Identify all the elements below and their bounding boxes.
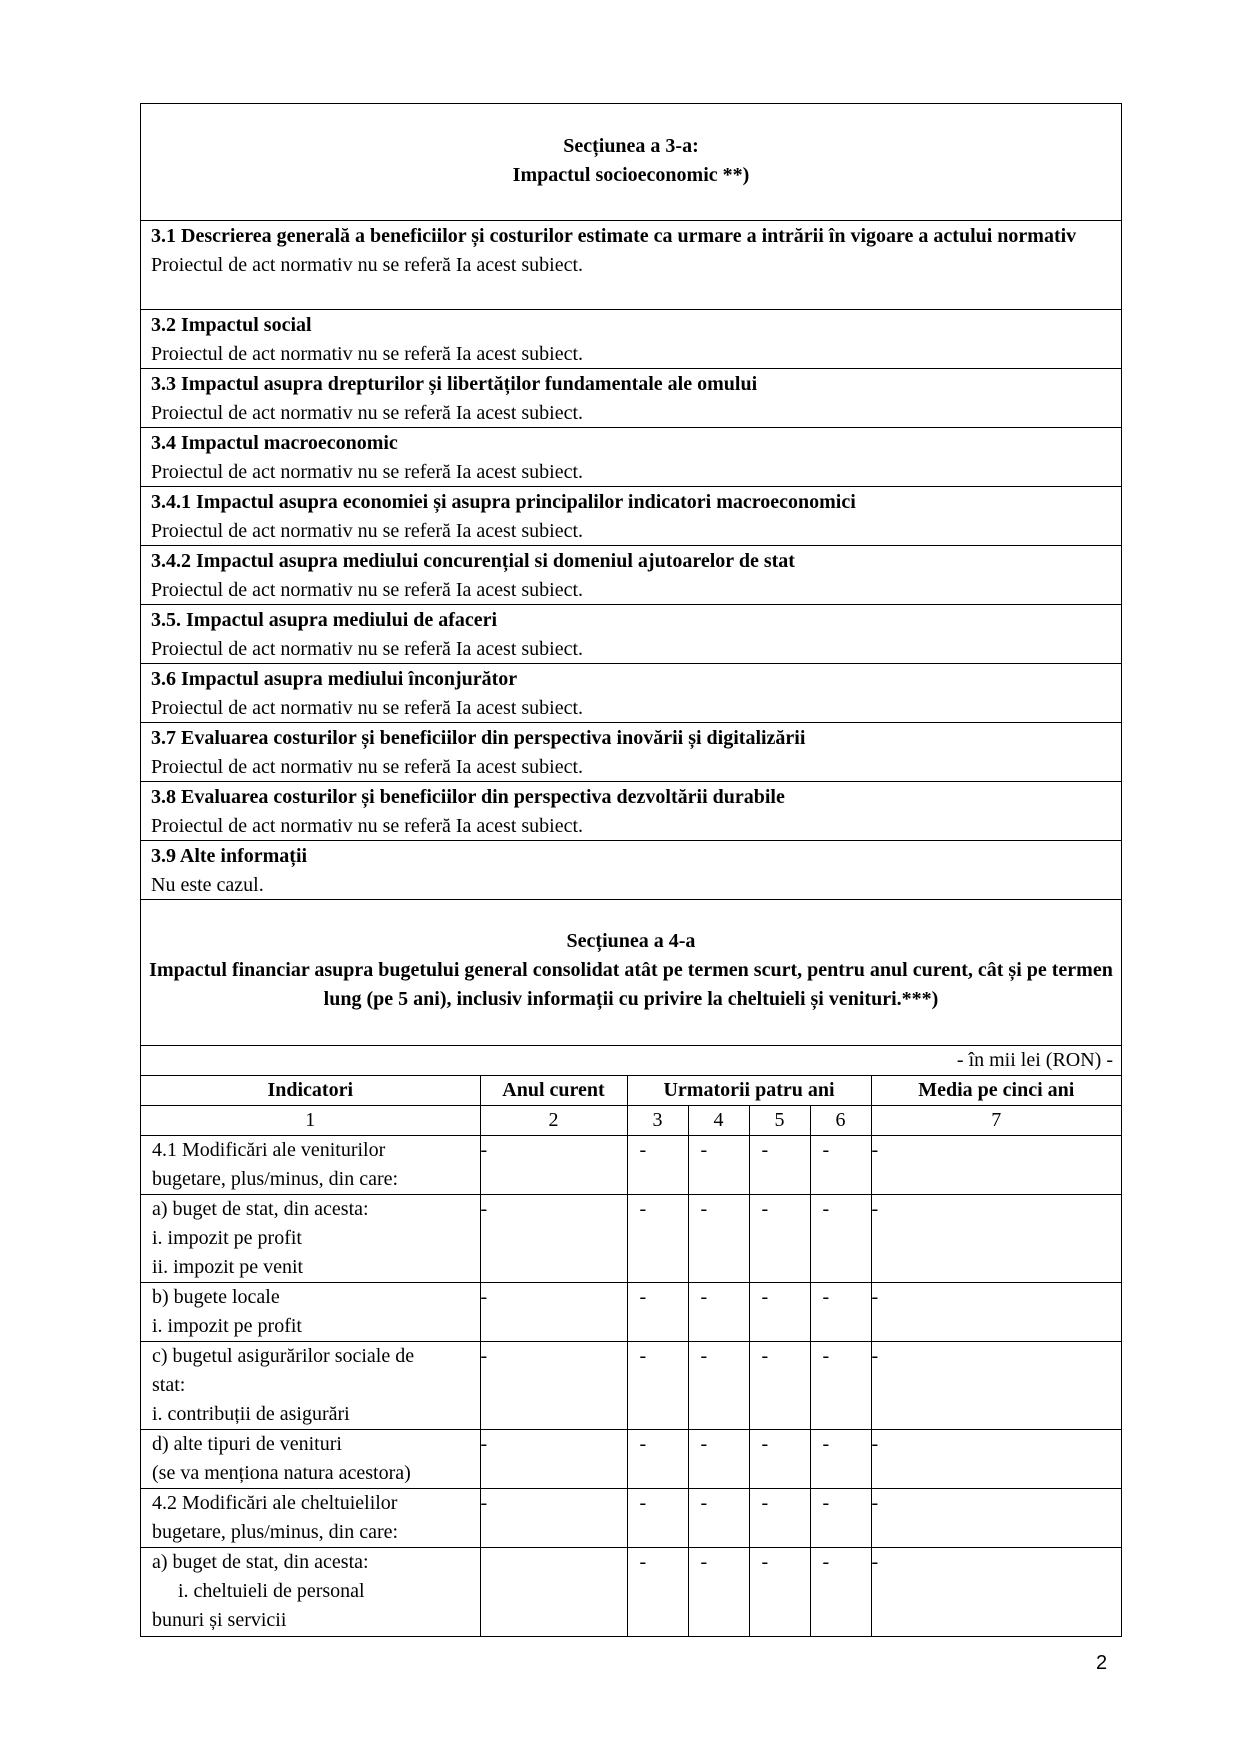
value-cell: - [627, 1548, 688, 1636]
row-title: 3.5. Impactul asupra mediului de afaceri [151, 609, 498, 631]
value-cell: - [749, 1489, 810, 1548]
row-title: 3.4 Impactul macroeconomic [151, 432, 398, 454]
value-cell: - [749, 1195, 810, 1283]
section-3-title: Secțiunea a 3-a: [563, 135, 699, 157]
row-3-4 [141, 428, 1121, 487]
section-4-heading [141, 900, 1121, 1046]
row-title: 3.4.2 Impactul asupra mediului concurențial si domeniul ajutoarelor de stat [151, 550, 795, 572]
indicator-line: i. cheltuieli de personal [178, 1580, 365, 1602]
value-cell: - [688, 1136, 749, 1195]
indicator-line: a) buget de stat, din acesta: [152, 1551, 369, 1573]
column-number: 7 [871, 1106, 1121, 1136]
row-3-1 [141, 221, 1121, 310]
value-cell: - [688, 1489, 749, 1548]
row-title: 3.4.1 Impactul asupra economiei și asupra principalilor indicatori macroeconomici [151, 491, 856, 513]
row-3-6 [141, 664, 1121, 723]
column-number: 4 [688, 1106, 749, 1136]
indicator-line: ii. impozit pe venit [152, 1256, 304, 1278]
row-title: 3.3 Impactul asupra drepturilor și libertăților fundamentale ale omului [151, 373, 758, 395]
header-media-pe-cinci-ani: Media pe cinci ani [871, 1076, 1121, 1106]
section-4-title: Secțiunea a 4-a [566, 930, 696, 952]
indicator-line: stat: [152, 1374, 186, 1396]
value-cell: - [627, 1342, 688, 1430]
column-number: 3 [627, 1106, 688, 1136]
row-text: Proiectul de act normativ nu se referă Ia acest subiect. [151, 343, 584, 365]
column-number-row [141, 1106, 1121, 1136]
value-cell: - [688, 1195, 749, 1283]
value-cell: - [810, 1283, 871, 1342]
row-text: Proiectul de act normativ nu se referă Ia acest subiect. [151, 402, 584, 424]
page-number: 2 [1096, 1652, 1108, 1674]
value-cell: - [871, 1551, 879, 1573]
value-cell: - [749, 1430, 810, 1489]
value-cell: - [871, 1283, 1121, 1342]
value-cell: - [810, 1430, 871, 1489]
row-3-4-2 [141, 546, 1121, 605]
row-title: 3.8 Evaluarea costurilor și beneficiilor din perspectiva dezvoltării durabile [151, 786, 785, 808]
indicator-cell [141, 1342, 480, 1430]
indicator-cell [141, 1430, 480, 1489]
header-anul-curent: Anul curent [480, 1076, 627, 1106]
indicator-line: a) buget de stat, din acesta: [152, 1198, 369, 1220]
value-cell: - [480, 1195, 627, 1283]
row-text: Proiectul de act normativ nu se referă Ia acest subiect. [151, 254, 584, 276]
value-cell: - [627, 1283, 688, 1342]
header-urmatorii-patru-ani: Urmatorii patru ani [627, 1076, 871, 1106]
value-cell: - [871, 1136, 1121, 1195]
value-cell: - [480, 1489, 627, 1548]
indicator-line: b) bugete locale [152, 1286, 280, 1308]
indicator-line: bugetare, plus/minus, din care: [152, 1168, 399, 1190]
indicator-cell [141, 1489, 480, 1548]
row-text: Proiectul de act normativ nu se referă Ia acest subiect. [151, 638, 584, 660]
section-4-subtitle: Impactul financiar asupra bugetului general consolidat atât pe termen scurt, pentru anul curent, cât și pe termen lung (pe 5 ani), inclusiv informații cu privire la cheltuieli și venituri.***) [149, 959, 1113, 1010]
indicator-line: (se va menționa natura acestora) [152, 1462, 411, 1484]
row-text: Proiectul de act normativ nu se referă Ia acest subiect. [151, 756, 584, 778]
table-header-row [141, 1076, 1121, 1106]
row-text: Proiectul de act normativ nu se referă Ia acest subiect. [151, 579, 584, 601]
section-3-subtitle: Impactul socioeconomic **) [512, 164, 750, 186]
value-cell: - [627, 1136, 688, 1195]
row-3-8 [141, 782, 1121, 841]
indicator-line: d) alte tipuri de venituri [152, 1433, 342, 1455]
row-3-5 [141, 605, 1121, 664]
value-cell: - [871, 1430, 1121, 1489]
row-3-4-1 [141, 487, 1121, 546]
row-3-3 [141, 369, 1121, 428]
row-title: 3.1 Descrierea generală a beneficiilor și costurilor estimate ca urmare a intrării în vigoare a actului normativ [151, 225, 1077, 247]
indicator-cell [141, 1195, 480, 1283]
value-cell: - [688, 1430, 749, 1489]
value-cell: - [871, 1489, 1121, 1548]
value-cell: - [480, 1430, 627, 1489]
value-cell: - [688, 1548, 749, 1636]
value-cell: - [627, 1195, 688, 1283]
value-cell [480, 1548, 627, 1636]
row-text: Proiectul de act normativ nu se referă Ia acest subiect. [151, 520, 584, 542]
indicator-cell [141, 1548, 480, 1636]
row-text: Proiectul de act normativ nu se referă Ia acest subiect. [151, 461, 584, 483]
column-number: 1 [141, 1106, 480, 1136]
value-cell: - [749, 1283, 810, 1342]
value-cell: - [688, 1342, 749, 1430]
table-row [141, 1342, 1121, 1430]
indicator-cell [141, 1136, 480, 1195]
row-title: 3.7 Evaluarea costurilor și beneficiilor din perspectiva inovării și digitalizării [151, 727, 806, 749]
column-number: 6 [810, 1106, 871, 1136]
value-cell: - [810, 1342, 871, 1430]
table-row [141, 1195, 1121, 1283]
row-title: 3.9 Alte informații [151, 845, 308, 867]
table-row [141, 1430, 1121, 1489]
value-cell: - [810, 1195, 871, 1283]
table-row [141, 1283, 1121, 1342]
row-text: Nu este cazul. [151, 874, 264, 896]
row-3-2 [141, 310, 1121, 369]
value-cell: - [688, 1283, 749, 1342]
unit-label: - în mii lei (RON) - [141, 1046, 1121, 1076]
row-title: 3.6 Impactul asupra mediului înconjurător [151, 668, 518, 690]
row-title: 3.2 Impactul social [151, 314, 312, 336]
table-row [141, 1136, 1121, 1195]
row-3-7 [141, 723, 1121, 782]
indicator-cell [141, 1283, 480, 1342]
value-cell: - [627, 1430, 688, 1489]
value-cell: - [749, 1342, 810, 1430]
indicator-line: bugetare, plus/minus, din care: [152, 1521, 399, 1543]
value-cell: - [871, 1195, 1121, 1283]
value-cell: - [810, 1548, 871, 1636]
row-3-9 [141, 841, 1121, 900]
table-row [141, 1548, 1121, 1636]
value-cell: - [810, 1136, 871, 1195]
document-frame [140, 103, 1122, 1637]
indicator-line: i. impozit pe profit [152, 1227, 302, 1249]
value-cell: - [627, 1489, 688, 1548]
value-cell: - [480, 1136, 627, 1195]
value-cell: - [810, 1489, 871, 1548]
value-cell: - [480, 1283, 627, 1342]
value-cell: - [871, 1342, 1121, 1430]
value-cell: - [749, 1548, 810, 1636]
header-indicatori: Indicatori [141, 1076, 480, 1106]
financial-impact-table [141, 1076, 1121, 1636]
value-cell: - [749, 1136, 810, 1195]
indicator-line: bunuri și servicii [152, 1609, 287, 1631]
row-text: Proiectul de act normativ nu se referă Ia acest subiect. [151, 815, 584, 837]
column-number: 5 [749, 1106, 810, 1136]
indicator-line: i. contribuții de asigurări [152, 1403, 350, 1425]
indicator-line: c) bugetul asigurărilor sociale de [152, 1345, 415, 1367]
section-3-heading [141, 104, 1121, 221]
value-cell: - [480, 1342, 627, 1430]
column-number: 2 [480, 1106, 627, 1136]
table-row [141, 1489, 1121, 1548]
indicator-line: i. impozit pe profit [152, 1315, 302, 1337]
indicator-line: 4.1 Modificări ale veniturilor [152, 1139, 386, 1161]
row-text: Proiectul de act normativ nu se referă Ia acest subiect. [151, 697, 584, 719]
indicator-line: 4.2 Modificări ale cheltuielilor [152, 1492, 398, 1514]
